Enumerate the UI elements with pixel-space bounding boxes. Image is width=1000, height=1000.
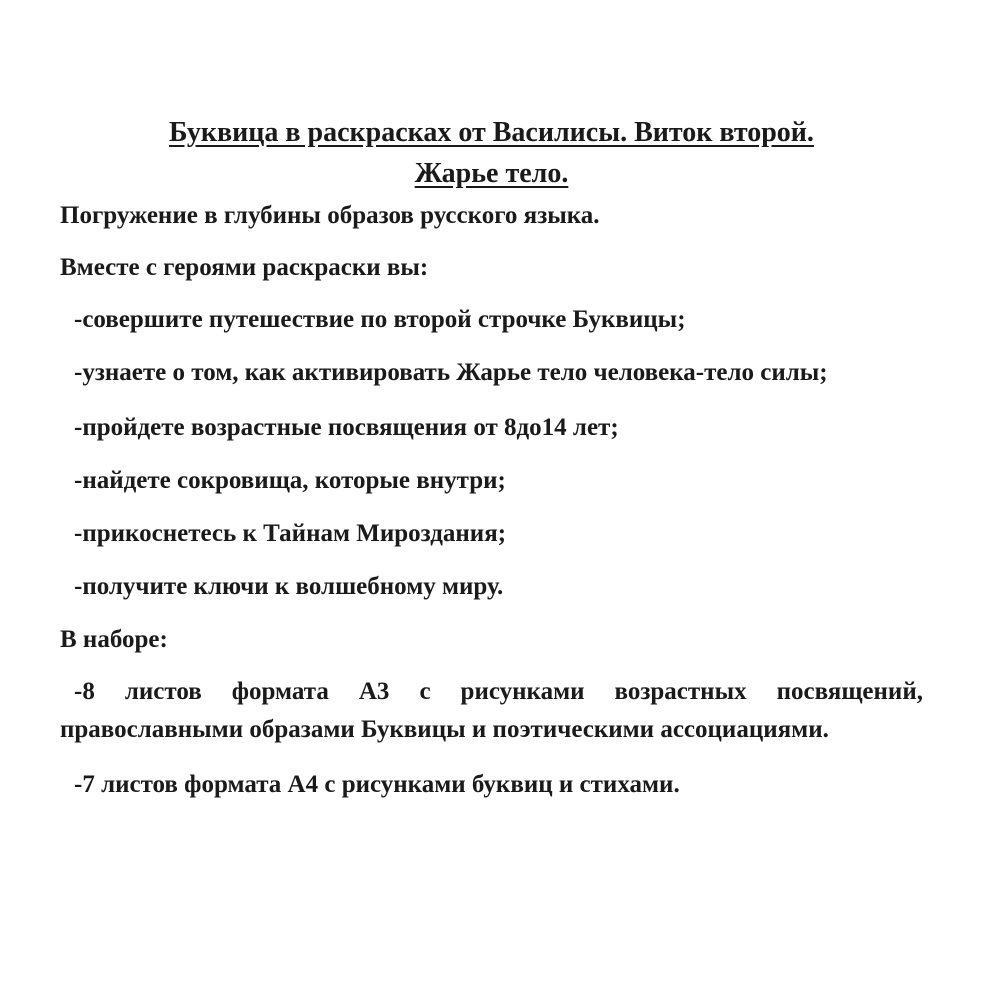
title-line-2: Жарье тело. [414, 158, 569, 189]
title-line-1: Буквица в раскрасках от Василисы. Виток второй. [169, 117, 814, 148]
together-heading: Вместе с героями раскраски вы: [60, 254, 429, 281]
document-page [60, 112, 923, 819]
kit-item: -7 листов формата А4 с рисунками буквиц и стихами. [74, 771, 680, 798]
list-item: -узнаете о том, как активировать Жарье тело человека-тело силы; [74, 359, 828, 386]
list-item: -прикоснетесь к Тайнам Мироздания; [74, 520, 507, 547]
list-item: -совершите путешествие по второй строчке Буквицы; [74, 306, 686, 333]
intro-paragraph: Погружение в глубины образов русского языка. [60, 202, 600, 229]
list-item: -получите ключи к волшебному миру. [74, 573, 504, 600]
document-title [60, 112, 923, 194]
list-item: -пройдете возрастные посвящения от 8до14 лет; [74, 414, 619, 441]
kit-item: -8 листов формата А3 с рисунками возрастных посвящений, православными образами Буквицы и поэтическими ассоциациями. [60, 678, 923, 743]
list-item: -найдете сокровища, которые внутри; [74, 467, 506, 494]
kit-heading: В наборе: [60, 626, 168, 653]
